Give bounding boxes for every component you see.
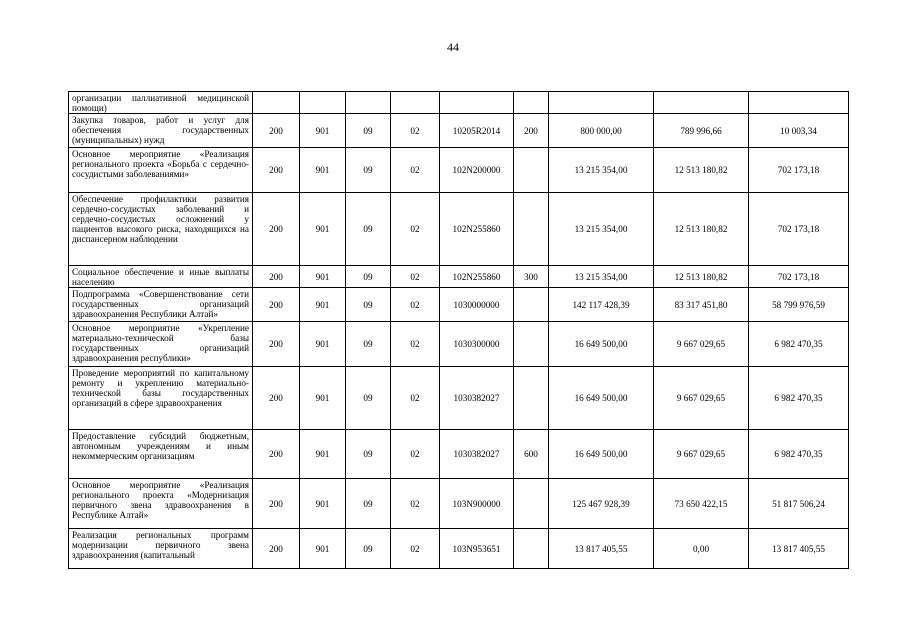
row-fact-amount: 73 650 422,15: [654, 479, 749, 529]
row-gr-code: 200: [253, 266, 300, 288]
row-rz-code: 09: [346, 114, 391, 148]
row-gr-code: [253, 92, 300, 114]
table-row: [69, 529, 849, 569]
row-pr-code: 02: [391, 266, 440, 288]
row-fact-amount: 12 513 180,82: [654, 266, 749, 288]
row-remainder-amount: [749, 92, 849, 114]
row-pr-code: 02: [391, 367, 440, 430]
row-fact-amount: 83 317 451,80: [654, 288, 749, 322]
row-fact-amount: 9 667 029,65: [654, 367, 749, 430]
row-csr-code: 1030382027: [440, 367, 514, 430]
row-fact-amount: 12 513 180,82: [654, 193, 749, 266]
row-pr-code: 02: [391, 322, 440, 367]
row-remainder-amount: 58 799 976,59: [749, 288, 849, 322]
row-vr-code: [514, 148, 549, 193]
row-pr-code: 02: [391, 193, 440, 266]
row-gr-code: 200: [253, 193, 300, 266]
row-gr-code: 200: [253, 288, 300, 322]
row-vr-code: 200: [514, 114, 549, 148]
row-ved-code: 901: [300, 367, 346, 430]
row-fact-amount: 0,00: [654, 529, 749, 569]
row-plan-amount: 16 649 500,00: [549, 322, 654, 367]
table-row: [69, 266, 849, 288]
row-csr-code: 1030382027: [440, 430, 514, 479]
row-gr-code: 200: [253, 148, 300, 193]
row-plan-amount: 800 000,00: [549, 114, 654, 148]
row-remainder-amount: 702 173,18: [749, 193, 849, 266]
row-vr-code: [514, 288, 549, 322]
row-pr-code: 02: [391, 430, 440, 479]
row-plan-amount: 13 215 354,00: [549, 193, 654, 266]
row-pr-code: 02: [391, 114, 440, 148]
row-fact-amount: 9 667 029,65: [654, 322, 749, 367]
row-vr-code: [514, 479, 549, 529]
row-remainder-amount: 10 003,34: [749, 114, 849, 148]
row-name: организации паллиативной медицинской помощи): [69, 92, 253, 114]
row-csr-code: 102N255860: [440, 193, 514, 266]
row-name: Обеспечение профилактики развития сердечно-сосудистых заболеваний и сердечно-сосудистых осложнений у пациентов высокого риска, находящихся на диспансерном наблюдении: [69, 193, 253, 266]
row-csr-code: 10205R2014: [440, 114, 514, 148]
row-pr-code: 02: [391, 479, 440, 529]
row-remainder-amount: 6 982 470,35: [749, 430, 849, 479]
row-csr-code: 1030300000: [440, 322, 514, 367]
row-plan-amount: 16 649 500,00: [549, 430, 654, 479]
table-row: [69, 148, 849, 193]
row-name: Закупка товаров, работ и услуг для обеспечения государственных (муниципальных) нужд: [69, 114, 253, 148]
table-row: [69, 92, 849, 114]
row-rz-code: 09: [346, 479, 391, 529]
row-gr-code: 200: [253, 367, 300, 430]
row-rz-code: 09: [346, 193, 391, 266]
row-csr-code: 103N900000: [440, 479, 514, 529]
row-ved-code: 901: [300, 479, 346, 529]
row-ved-code: 901: [300, 322, 346, 367]
row-name: Проведение мероприятий по капитальному ремонту и укреплению материально-технической базы государственных организаций в сфере здравоохранения: [69, 367, 253, 430]
row-name: Основное мероприятие «Реализация регионального проекта «Модернизация первичного звена здравоохранения в Республике Алтай»: [69, 479, 253, 529]
table-row: [69, 193, 849, 266]
row-ved-code: 901: [300, 529, 346, 569]
row-rz-code: 09: [346, 322, 391, 367]
row-gr-code: 200: [253, 479, 300, 529]
row-remainder-amount: 6 982 470,35: [749, 322, 849, 367]
row-gr-code: 200: [253, 322, 300, 367]
page-number: 44: [447, 40, 459, 54]
row-remainder-amount: 702 173,18: [749, 266, 849, 288]
row-gr-code: 200: [253, 114, 300, 148]
row-remainder-amount: 13 817 405,55: [749, 529, 849, 569]
row-name: Подпрограмма «Совершенствование сети государственных организаций здравоохранения Республики Алтай»: [69, 288, 253, 322]
row-rz-code: 09: [346, 430, 391, 479]
row-pr-code: 02: [391, 529, 440, 569]
row-remainder-amount: 702 173,18: [749, 148, 849, 193]
row-name: Основное мероприятие «Укрепление материально-технической базы государственных организаций здравоохранения республики»: [69, 322, 253, 367]
row-rz-code: 09: [346, 288, 391, 322]
row-fact-amount: 9 667 029,65: [654, 430, 749, 479]
row-name: Предоставление субсидий бюджетным, автономным учреждениям и иным некоммерческим организациям: [69, 430, 253, 479]
row-plan-amount: 13 215 354,00: [549, 148, 654, 193]
budget-table: [68, 91, 849, 569]
row-ved-code: 901: [300, 193, 346, 266]
row-plan-amount: 142 117 428,39: [549, 288, 654, 322]
row-fact-amount: [654, 92, 749, 114]
row-ved-code: 901: [300, 148, 346, 193]
row-pr-code: [391, 92, 440, 114]
row-name: Социальное обеспечение и иные выплаты населению: [69, 266, 253, 288]
row-remainder-amount: 51 817 506,24: [749, 479, 849, 529]
row-csr-code: 103N953651: [440, 529, 514, 569]
row-plan-amount: 13 817 405,55: [549, 529, 654, 569]
row-vr-code: [514, 193, 549, 266]
row-rz-code: [346, 92, 391, 114]
row-name: Основное мероприятие «Реализация регионального проекта «Борьба с сердечно-сосудистыми заболеваниями»: [69, 148, 253, 193]
row-rz-code: 09: [346, 529, 391, 569]
row-rz-code: 09: [346, 367, 391, 430]
row-fact-amount: 12 513 180,82: [654, 148, 749, 193]
row-csr-code: 102N255860: [440, 266, 514, 288]
row-plan-amount: 125 467 928,39: [549, 479, 654, 529]
row-remainder-amount: 6 982 470,35: [749, 367, 849, 430]
row-vr-code: [514, 367, 549, 430]
row-rz-code: 09: [346, 148, 391, 193]
row-vr-code: 300: [514, 266, 549, 288]
row-fact-amount: 789 996,66: [654, 114, 749, 148]
table-row: [69, 479, 849, 529]
table-row: [69, 367, 849, 430]
table-row: [69, 322, 849, 367]
row-csr-code: 102N200000: [440, 148, 514, 193]
row-plan-amount: 16 649 500,00: [549, 367, 654, 430]
row-ved-code: 901: [300, 430, 346, 479]
row-csr-code: [440, 92, 514, 114]
row-gr-code: 200: [253, 529, 300, 569]
row-plan-amount: 13 215 354,00: [549, 266, 654, 288]
row-ved-code: 901: [300, 266, 346, 288]
row-csr-code: 1030000000: [440, 288, 514, 322]
row-vr-code: 600: [514, 430, 549, 479]
row-pr-code: 02: [391, 148, 440, 193]
table-row: [69, 114, 849, 148]
row-ved-code: 901: [300, 114, 346, 148]
row-rz-code: 09: [346, 266, 391, 288]
row-plan-amount: [549, 92, 654, 114]
table-row: [69, 430, 849, 479]
row-pr-code: 02: [391, 288, 440, 322]
row-vr-code: [514, 322, 549, 367]
row-vr-code: [514, 92, 549, 114]
row-ved-code: [300, 92, 346, 114]
row-gr-code: 200: [253, 430, 300, 479]
row-name: Реализация региональных программ модернизации первичного звена здравоохранения (капитальный: [69, 529, 253, 569]
table-row: [69, 288, 849, 322]
row-ved-code: 901: [300, 288, 346, 322]
row-vr-code: [514, 529, 549, 569]
